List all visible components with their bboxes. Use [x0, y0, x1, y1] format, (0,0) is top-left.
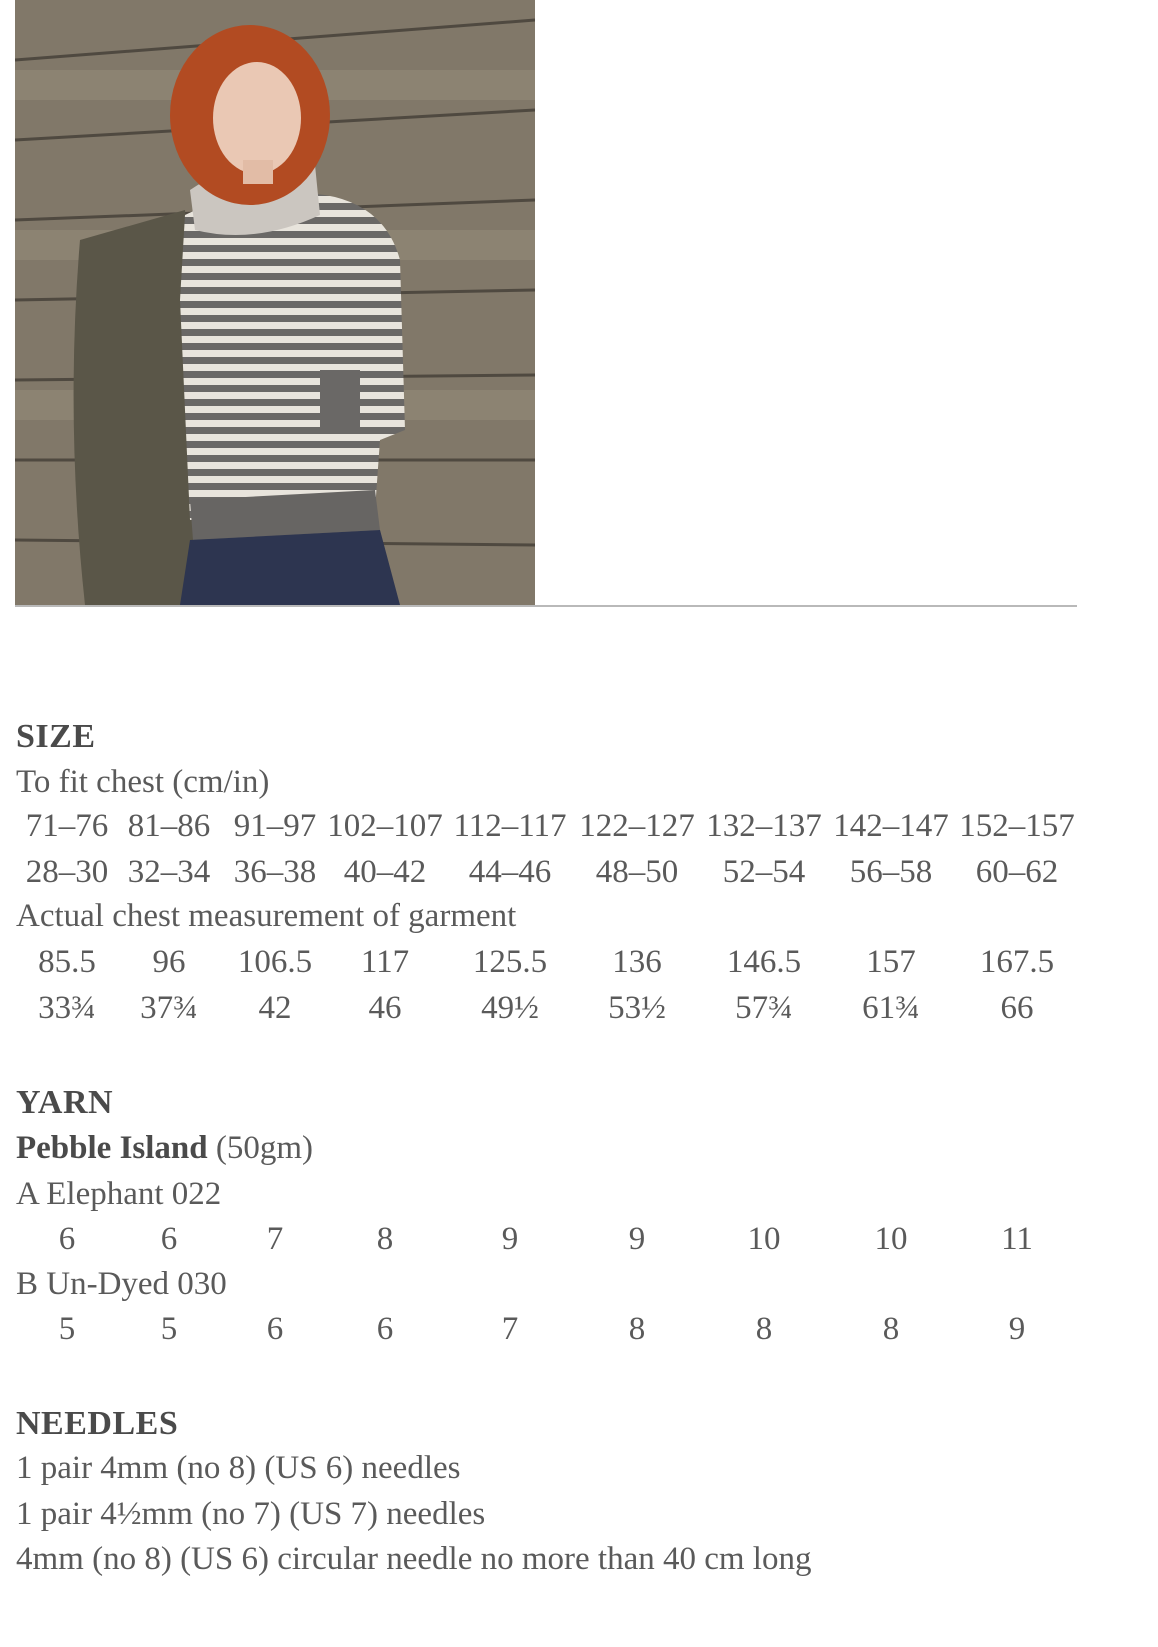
actual-in-cell: 53½	[608, 990, 666, 1026]
yarn-b-cell: 7	[501, 1311, 519, 1347]
yarn-a-cell: 10	[874, 1221, 908, 1257]
yarn-b-cell: 8	[755, 1311, 773, 1347]
yarn-b-cell: 6	[266, 1311, 284, 1347]
actual-in-row	[0, 990, 1158, 1030]
actual-cm-row	[0, 944, 1158, 984]
actual-in-cell: 37¾	[140, 990, 198, 1026]
yarn-b-cell: 8	[628, 1311, 646, 1347]
yarn-b-cell: 5	[58, 1311, 76, 1347]
fit-in-cell: 48–50	[595, 854, 679, 890]
actual-cm-cell: 146.5	[726, 944, 802, 980]
yarn-a-cell: 10	[747, 1221, 781, 1257]
fit-cm-row	[0, 808, 1158, 848]
yarn-a-cell: 9	[501, 1221, 519, 1257]
fit-cm-cell: 91–97	[233, 808, 317, 844]
yarn-b-label: B Un-Dyed 030	[16, 1266, 227, 1302]
actual-cm-cell: 85.5	[38, 944, 96, 980]
yarn-b-cell: 5	[160, 1311, 178, 1347]
fit-in-cell: 56–58	[849, 854, 933, 890]
actual-cm-cell: 106.5	[237, 944, 313, 980]
actual-in-cell: 57¾	[735, 990, 793, 1026]
actual-cm-cell: 96	[152, 944, 186, 980]
needle-line: 4mm (no 8) (US 6) circular needle no more than 40 cm long	[16, 1541, 812, 1577]
needle-line: 1 pair 4mm (no 8) (US 6) needles	[16, 1450, 461, 1486]
needles-heading: NEEDLES	[16, 1405, 179, 1442]
fit-cm-cell: 81–86	[127, 808, 211, 844]
yarn-name-line	[16, 1130, 313, 1167]
yarn-b-cell: 8	[882, 1311, 900, 1347]
actual-in-cell: 33¾	[38, 990, 96, 1026]
actual-cm-cell: 157	[866, 944, 916, 980]
actual-cm-cell: 167.5	[979, 944, 1055, 980]
yarn-a-cell: 6	[58, 1221, 76, 1257]
yarn-b-cell: 6	[376, 1311, 394, 1347]
yarn-name: Pebble Island	[16, 1130, 208, 1166]
fit-in-cell: 32–34	[127, 854, 211, 890]
size-heading: SIZE	[16, 718, 96, 755]
fit-cm-cell: 132–137	[706, 808, 822, 844]
yarn-b-row	[0, 1311, 1158, 1351]
fit-cm-cell: 152–157	[959, 808, 1075, 844]
actual-cm-cell: 136	[612, 944, 662, 980]
fit-in-cell: 36–38	[233, 854, 317, 890]
yarn-a-label: A Elephant 022	[16, 1176, 222, 1212]
divider-rule	[15, 605, 1077, 607]
actual-chest-label: Actual chest measurement of garment	[16, 898, 517, 934]
yarn-a-row	[0, 1221, 1158, 1261]
fit-cm-cell: 112–117	[453, 808, 567, 844]
model-photo	[15, 0, 535, 605]
fit-in-row	[0, 854, 1158, 894]
actual-cm-cell: 117	[360, 944, 410, 980]
fit-chest-label: To fit chest (cm/in)	[16, 764, 270, 800]
yarn-a-cell: 6	[160, 1221, 178, 1257]
actual-in-cell: 66	[1000, 990, 1034, 1026]
needle-line: 1 pair 4½mm (no 7) (US 7) needles	[16, 1496, 486, 1532]
fit-cm-cell: 142–147	[833, 808, 949, 844]
actual-in-cell: 49½	[481, 990, 539, 1026]
yarn-a-cell: 9	[628, 1221, 646, 1257]
actual-in-cell: 61¾	[862, 990, 920, 1026]
actual-in-cell: 46	[368, 990, 402, 1026]
yarn-a-cell: 8	[376, 1221, 394, 1257]
yarn-heading: YARN	[16, 1084, 114, 1121]
fit-in-cell: 40–42	[343, 854, 427, 890]
fit-in-cell: 28–30	[25, 854, 109, 890]
fit-in-cell: 44–46	[468, 854, 552, 890]
fit-in-cell: 52–54	[722, 854, 806, 890]
yarn-weight: (50gm)	[215, 1130, 314, 1166]
yarn-a-cell: 7	[266, 1221, 284, 1257]
yarn-a-cell: 11	[1001, 1221, 1033, 1257]
fit-cm-cell: 122–127	[579, 808, 695, 844]
fit-in-cell: 60–62	[975, 854, 1059, 890]
fit-cm-cell: 102–107	[327, 808, 443, 844]
yarn-b-cell: 9	[1008, 1311, 1026, 1347]
fit-cm-cell: 71–76	[25, 808, 109, 844]
actual-cm-cell: 125.5	[472, 944, 548, 980]
actual-in-cell: 42	[258, 990, 292, 1026]
